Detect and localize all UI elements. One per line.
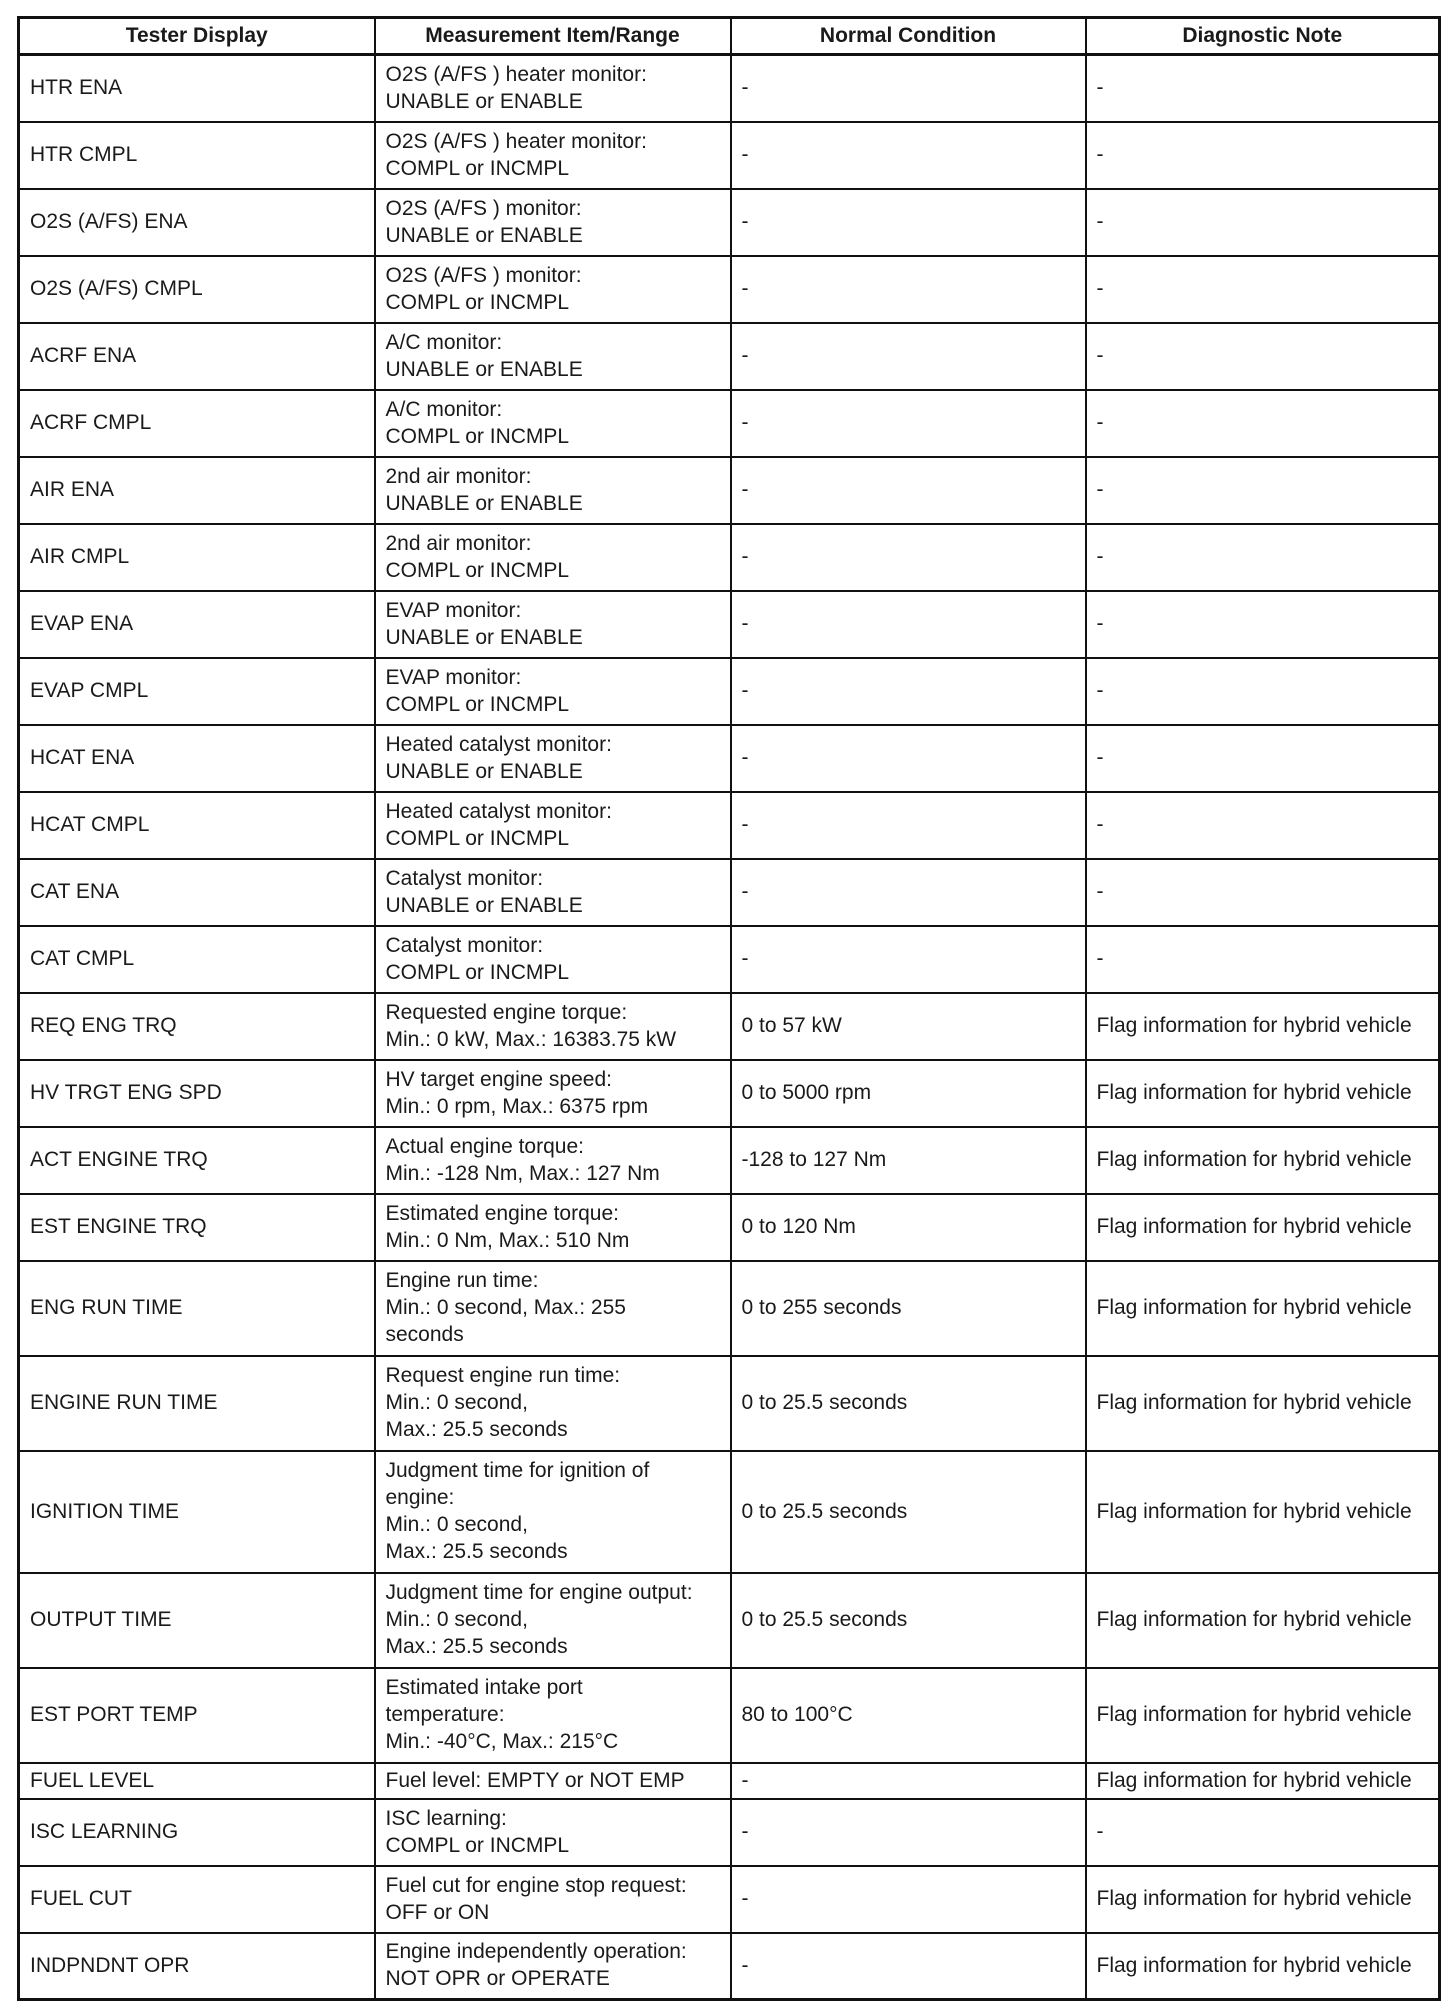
table-row [19, 256, 1440, 323]
table-row [19, 1356, 1440, 1451]
cell-measurement: Estimated intake port temperature: Min.: -40°C, Max.: 215°C [375, 1668, 731, 1763]
cell-measurement: Fuel cut for engine stop request: OFF or ON [375, 1866, 731, 1933]
table-row [19, 1668, 1440, 1763]
cell-tester-display: ACT ENGINE TRQ [19, 1127, 375, 1194]
cell-normal-condition: 0 to 25.5 seconds [731, 1451, 1086, 1573]
cell-normal-condition: - [731, 792, 1086, 859]
table-row [19, 1933, 1440, 2000]
cell-normal-condition: - [731, 658, 1086, 725]
cell-normal-condition: - [731, 122, 1086, 189]
cell-normal-condition: - [731, 725, 1086, 792]
cell-tester-display: AIR CMPL [19, 524, 375, 591]
cell-diagnostic-note: - [1086, 591, 1440, 658]
cell-normal-condition: - [731, 256, 1086, 323]
cell-normal-condition: - [731, 1763, 1086, 1799]
cell-diagnostic-note: - [1086, 725, 1440, 792]
cell-tester-display: HCAT ENA [19, 725, 375, 792]
cell-tester-display: OUTPUT TIME [19, 1573, 375, 1668]
table-row [19, 390, 1440, 457]
cell-tester-display: ENG RUN TIME [19, 1261, 375, 1356]
cell-diagnostic-note: Flag information for hybrid vehicle [1086, 1060, 1440, 1127]
cell-diagnostic-note: Flag information for hybrid vehicle [1086, 1194, 1440, 1261]
table-row [19, 792, 1440, 859]
cell-measurement: O2S (A/FS ) monitor: UNABLE or ENABLE [375, 189, 731, 256]
cell-diagnostic-note: - [1086, 390, 1440, 457]
cell-tester-display: ENGINE RUN TIME [19, 1356, 375, 1451]
cell-diagnostic-note: - [1086, 457, 1440, 524]
cell-measurement: Heated catalyst monitor: COMPL or INCMPL [375, 792, 731, 859]
cell-measurement: A/C monitor: COMPL or INCMPL [375, 390, 731, 457]
cell-normal-condition: - [731, 189, 1086, 256]
table-row [19, 859, 1440, 926]
table-row [19, 122, 1440, 189]
cell-measurement: Actual engine torque: Min.: -128 Nm, Max.: 127 Nm [375, 1127, 731, 1194]
cell-diagnostic-note: - [1086, 189, 1440, 256]
cell-measurement: A/C monitor: UNABLE or ENABLE [375, 323, 731, 390]
table-row [19, 524, 1440, 591]
cell-tester-display: INDPNDNT OPR [19, 1933, 375, 2000]
cell-diagnostic-note: - [1086, 122, 1440, 189]
cell-measurement: Engine run time: Min.: 0 second, Max.: 255 seconds [375, 1261, 731, 1356]
diagnostic-data-table [17, 16, 1441, 2001]
cell-tester-display: CAT CMPL [19, 926, 375, 993]
cell-diagnostic-note: - [1086, 55, 1440, 122]
cell-measurement: Catalyst monitor: COMPL or INCMPL [375, 926, 731, 993]
table-row [19, 725, 1440, 792]
cell-normal-condition: - [731, 926, 1086, 993]
cell-diagnostic-note: Flag information for hybrid vehicle [1086, 1933, 1440, 2000]
cell-normal-condition: - [731, 390, 1086, 457]
table-row [19, 457, 1440, 524]
cell-tester-display: ISC LEARNING [19, 1799, 375, 1866]
cell-diagnostic-note: Flag information for hybrid vehicle [1086, 1573, 1440, 1668]
cell-diagnostic-note: Flag information for hybrid vehicle [1086, 1451, 1440, 1573]
cell-tester-display: REQ ENG TRQ [19, 993, 375, 1060]
cell-normal-condition: - [731, 457, 1086, 524]
cell-tester-display: O2S (A/FS) CMPL [19, 256, 375, 323]
cell-measurement: EVAP monitor: COMPL or INCMPL [375, 658, 731, 725]
cell-measurement: O2S (A/FS ) heater monitor: COMPL or INCMPL [375, 122, 731, 189]
cell-normal-condition: - [731, 323, 1086, 390]
cell-measurement: Engine independently operation: NOT OPR or OPERATE [375, 1933, 731, 2000]
table-row [19, 1573, 1440, 1668]
table-row [19, 658, 1440, 725]
table-row [19, 1799, 1440, 1866]
cell-measurement: O2S (A/FS ) monitor: COMPL or INCMPL [375, 256, 731, 323]
table-header-row [19, 18, 1440, 55]
header-normal-condition: Normal Condition [731, 18, 1086, 55]
table-row [19, 1451, 1440, 1573]
cell-tester-display: FUEL LEVEL [19, 1763, 375, 1799]
cell-diagnostic-note: Flag information for hybrid vehicle [1086, 993, 1440, 1060]
cell-measurement: Catalyst monitor: UNABLE or ENABLE [375, 859, 731, 926]
cell-normal-condition: - [731, 1933, 1086, 2000]
cell-measurement: Judgment time for ignition of engine: Min.: 0 second, Max.: 25.5 seconds [375, 1451, 731, 1573]
table-row [19, 1261, 1440, 1356]
cell-tester-display: O2S (A/FS) ENA [19, 189, 375, 256]
cell-normal-condition: - [731, 524, 1086, 591]
cell-diagnostic-note: Flag information for hybrid vehicle [1086, 1127, 1440, 1194]
cell-measurement: Judgment time for engine output: Min.: 0 second, Max.: 25.5 seconds [375, 1573, 731, 1668]
cell-diagnostic-note: - [1086, 1799, 1440, 1866]
table-row [19, 1127, 1440, 1194]
cell-normal-condition: 0 to 57 kW [731, 993, 1086, 1060]
header-tester-display: Tester Display [19, 18, 375, 55]
cell-tester-display: HTR CMPL [19, 122, 375, 189]
cell-tester-display: IGNITION TIME [19, 1451, 375, 1573]
table-row [19, 189, 1440, 256]
cell-tester-display: EVAP CMPL [19, 658, 375, 725]
table-row [19, 55, 1440, 122]
table-row [19, 1763, 1440, 1799]
cell-measurement: Requested engine torque: Min.: 0 kW, Max.: 16383.75 kW [375, 993, 731, 1060]
cell-tester-display: EVAP ENA [19, 591, 375, 658]
cell-measurement: Request engine run time: Min.: 0 second, Max.: 25.5 seconds [375, 1356, 731, 1451]
cell-diagnostic-note: - [1086, 859, 1440, 926]
cell-normal-condition: 0 to 255 seconds [731, 1261, 1086, 1356]
cell-normal-condition: 80 to 100°C [731, 1668, 1086, 1763]
cell-tester-display: HTR ENA [19, 55, 375, 122]
cell-normal-condition: - [731, 1866, 1086, 1933]
cell-tester-display: FUEL CUT [19, 1866, 375, 1933]
cell-tester-display: ACRF CMPL [19, 390, 375, 457]
cell-tester-display: EST PORT TEMP [19, 1668, 375, 1763]
cell-tester-display: AIR ENA [19, 457, 375, 524]
cell-diagnostic-note: - [1086, 323, 1440, 390]
table-row [19, 1060, 1440, 1127]
cell-measurement: 2nd air monitor: UNABLE or ENABLE [375, 457, 731, 524]
cell-diagnostic-note: - [1086, 256, 1440, 323]
cell-tester-display: EST ENGINE TRQ [19, 1194, 375, 1261]
cell-normal-condition: - [731, 55, 1086, 122]
cell-measurement: 2nd air monitor: COMPL or INCMPL [375, 524, 731, 591]
cell-diagnostic-note: - [1086, 926, 1440, 993]
cell-normal-condition: 0 to 120 Nm [731, 1194, 1086, 1261]
cell-normal-condition: 0 to 5000 rpm [731, 1060, 1086, 1127]
cell-measurement: Fuel level: EMPTY or NOT EMP [375, 1763, 731, 1799]
table-row [19, 591, 1440, 658]
cell-diagnostic-note: Flag information for hybrid vehicle [1086, 1356, 1440, 1451]
cell-tester-display: ACRF ENA [19, 323, 375, 390]
cell-measurement: Estimated engine torque: Min.: 0 Nm, Max.: 510 Nm [375, 1194, 731, 1261]
table-row [19, 993, 1440, 1060]
cell-measurement: ISC learning: COMPL or INCMPL [375, 1799, 731, 1866]
cell-measurement: O2S (A/FS ) heater monitor: UNABLE or ENABLE [375, 55, 731, 122]
cell-tester-display: HCAT CMPL [19, 792, 375, 859]
cell-diagnostic-note: - [1086, 658, 1440, 725]
table-row [19, 926, 1440, 993]
cell-measurement: EVAP monitor: UNABLE or ENABLE [375, 591, 731, 658]
cell-diagnostic-note: Flag information for hybrid vehicle [1086, 1866, 1440, 1933]
cell-normal-condition: -128 to 127 Nm [731, 1127, 1086, 1194]
cell-normal-condition: - [731, 1799, 1086, 1866]
cell-normal-condition: 0 to 25.5 seconds [731, 1356, 1086, 1451]
cell-diagnostic-note: Flag information for hybrid vehicle [1086, 1261, 1440, 1356]
cell-diagnostic-note: Flag information for hybrid vehicle [1086, 1668, 1440, 1763]
table-row [19, 1194, 1440, 1261]
cell-tester-display: HV TRGT ENG SPD [19, 1060, 375, 1127]
cell-diagnostic-note: - [1086, 524, 1440, 591]
cell-diagnostic-note: Flag information for hybrid vehicle [1086, 1763, 1440, 1799]
header-diagnostic-note: Diagnostic Note [1086, 18, 1440, 55]
cell-measurement: HV target engine speed: Min.: 0 rpm, Max.: 6375 rpm [375, 1060, 731, 1127]
cell-measurement: Heated catalyst monitor: UNABLE or ENABLE [375, 725, 731, 792]
cell-normal-condition: 0 to 25.5 seconds [731, 1573, 1086, 1668]
header-measurement-item-range: Measurement Item/Range [375, 18, 731, 55]
cell-diagnostic-note: - [1086, 792, 1440, 859]
cell-normal-condition: - [731, 859, 1086, 926]
cell-normal-condition: - [731, 591, 1086, 658]
cell-tester-display: CAT ENA [19, 859, 375, 926]
table-row [19, 1866, 1440, 1933]
table-row [19, 323, 1440, 390]
